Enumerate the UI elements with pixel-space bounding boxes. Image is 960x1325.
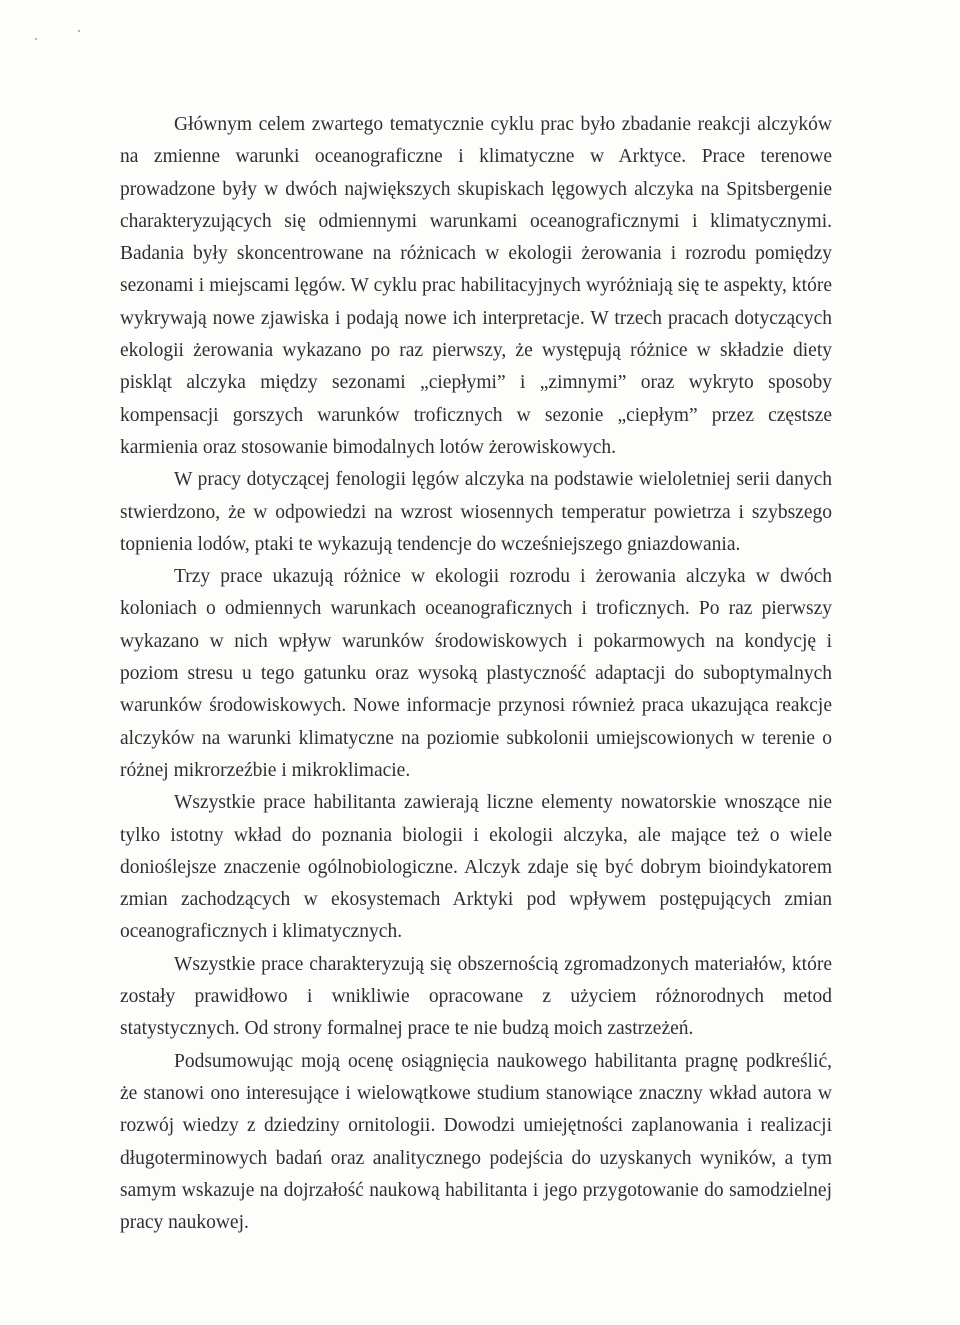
paragraph-phenology: W pracy dotyczącej fenologii lęgów alczyka na podstawie wieloletniej serii danych stwierdzono, że w odpowiedzi na wzrost wiosennych temperatur powietrza i szybszego topnienia lodów, ptaki te wykazują tendencje do wcześniejszego gniazdowania.	[120, 469, 832, 555]
paragraph-research-aim: Głównym celem zwartego tematycznie cyklu prac było zbadanie reakcji alczyków na zmienne warunki oceanograficzne i klimatyczne w Arktyce. Prace terenowe prowadzone były w dwóch największych skupiskach lęgowych alczyka na Spitsbergenie charakteryzujących się odmiennymi warunkami oceanograficznymi i klimatycznymi. Badania były skoncentrowane na różnicach w ekologii żerowania i rozrodu pomiędzy sezonami i miejscami lęgów. W cyklu prac habilitacyjnych wyróżniają się te aspekty, które wykrywają nowe zjawiska i podają nowe ich interpretacje. W trzech pracach dotyczących ekologii żerowania wykazano po raz pierwszy, że występują różnice w składzie diety piskląt alczyka między sezonami „ciepłymi” i „zimnymi” oraz wykryto sposoby kompensacji gorszych warunków troficznych w sezonie „ciepłym” przez częstsze karmienia oraz stosowanie bimodalnych lotów żerowiskowych.	[120, 114, 832, 458]
paragraph-colony-differences: Trzy prace ukazują różnice w ekologii rozrodu i żerowania alczyka w dwóch koloniach o odmiennych warunkach oceanograficznych i troficznych. Po raz pierwszy wykazano w nich wpływ warunków środowiskowych i pokarmowych na kondycję i poziom stresu u tego gatunku oraz wysoką plastyczność adaptacji do suboptymalnych warunków środowiskowych. Nowe informacje przynosi również praca ukazująca reakcje alczyków na warunki klimatyczne na poziomie subkolonii umiejscowionych w terenie o różnej mikrorzeźbie i mikroklimacie.	[120, 566, 832, 781]
document-body	[120, 109, 832, 1239]
scan-speck	[35, 38, 37, 40]
paragraph-methods: Wszystkie prace charakteryzują się obszernością zgromadzonych materiałów, które zostały prawidłowo i wnikliwie opracowane z użyciem różnorodnych metod statystycznych. Od strony formalnej prace te nie budzą moich zastrzeżeń.	[120, 953, 832, 1040]
paragraph-summary: Podsumowując moją ocenę osiągnięcia naukowego habilitanta pragnę podkreślić, że stanowi ono interesujące i wielowątkowe studium stanowiące znaczny wkład autora w rozwój wiedzy z dziedziny ornitologii. Dowodzi umiejętności zaplanowania i realizacji długoterminowych badań oraz analitycznego podejścia do uzyskanych wyników, a tym samym wskazuje na dojrzałość naukową habilitanta i jego przygotowanie do samodzielnej pracy naukowej.	[120, 1050, 832, 1234]
paragraph-novel-elements: Wszystkie prace habilitanta zawierają liczne elementy nowatorskie wnoszące nie tylko istotny wkład do poznania biologii i ekologii alczyka, ale mające też o wiele donioślejsze znaczenie ogólnobiologiczne. Alczyk zdaje się być dobrym bioindykatorem zmian zachodzących w ekosystemach Arktyki pod wpływem postępujących zmian oceanograficznych i klimatycznych.	[120, 792, 832, 943]
scan-speck	[78, 30, 80, 32]
